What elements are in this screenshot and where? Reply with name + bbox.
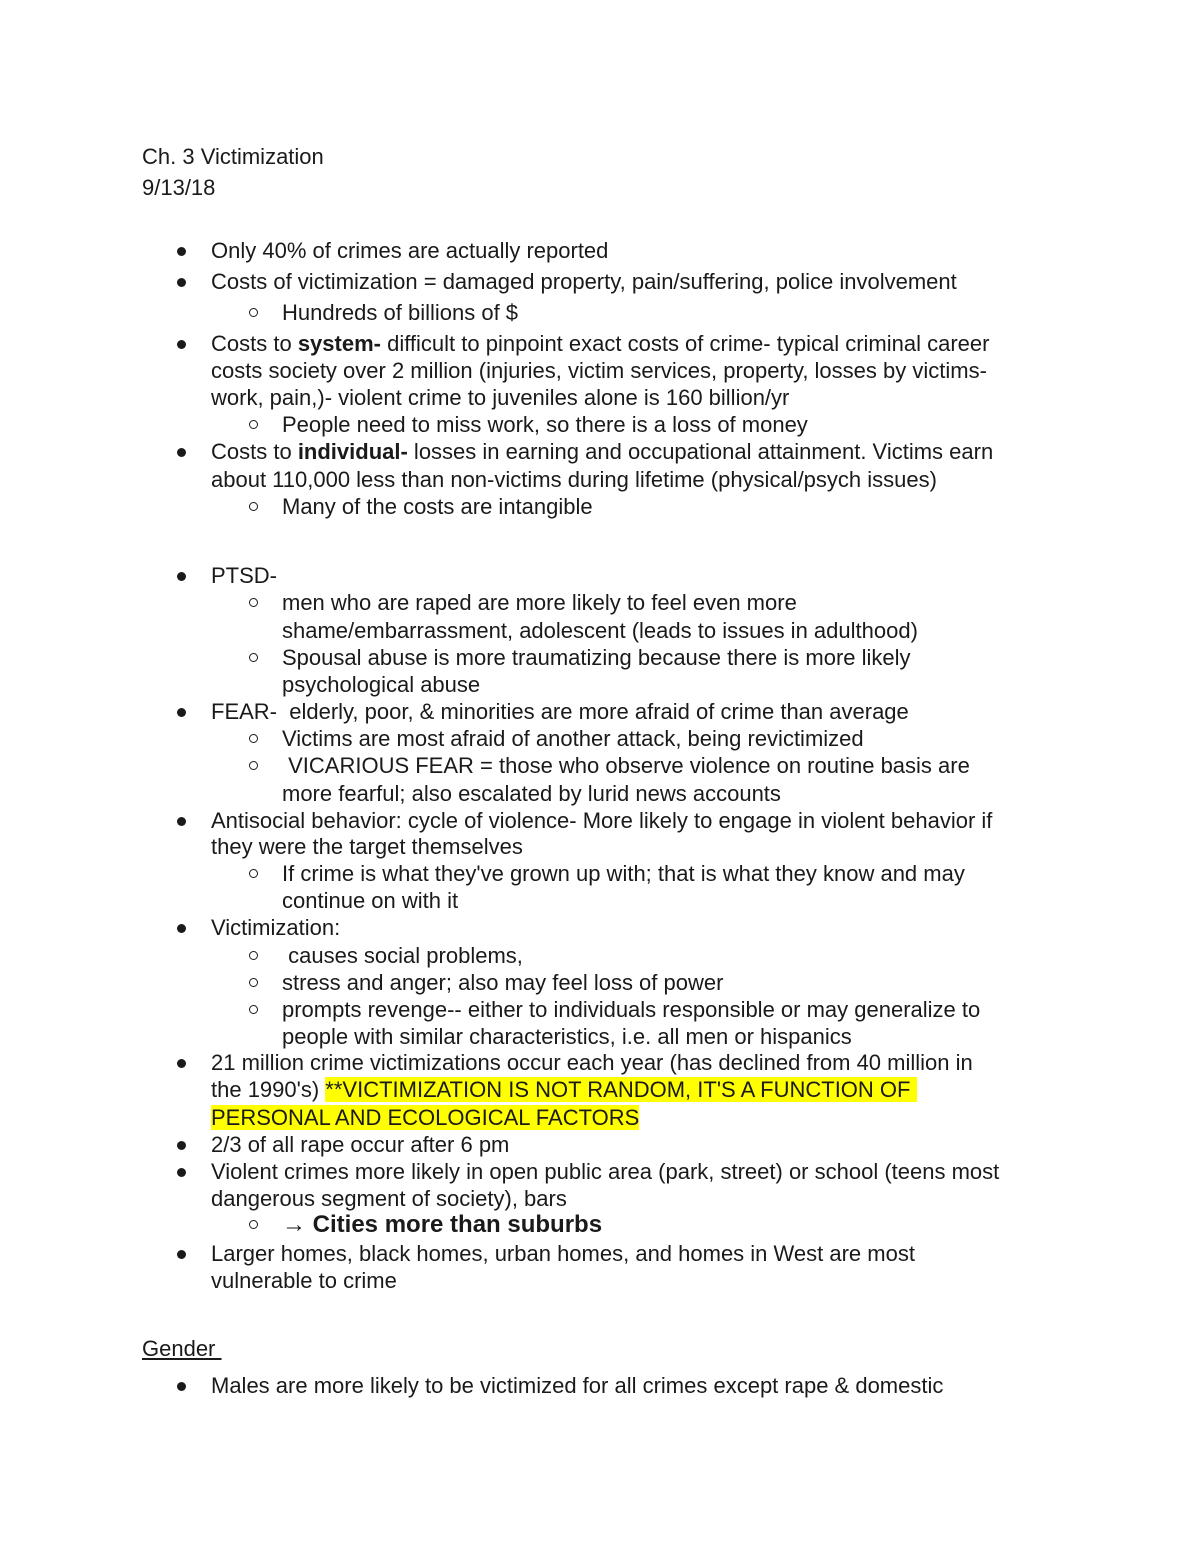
text-run: Costs to <box>211 439 298 464</box>
hollow-bullet-icon <box>249 734 258 743</box>
list-item <box>211 698 909 725</box>
bullet-icon <box>177 340 186 349</box>
bullet-icon <box>177 1059 186 1068</box>
bullet-icon <box>177 247 186 256</box>
text-run: Violent crimes more likely in open public area (park, street) or school (teens most <box>211 1159 1000 1184</box>
list-item-continuation <box>211 1267 397 1294</box>
sub-list-item <box>282 752 970 779</box>
bullet-icon <box>177 572 186 581</box>
list-item <box>211 438 993 465</box>
text-run: work, pain,)- violent crime to juveniles alone is 160 billion/yr <box>211 385 790 410</box>
text-run: Victimization: <box>211 915 341 940</box>
bullet-icon <box>177 278 186 287</box>
hollow-bullet-icon <box>249 653 258 662</box>
text-run: Victims are most afraid of another attack, being revictimized <box>282 726 864 751</box>
list-item-continuation <box>211 1104 639 1131</box>
bullet-icon <box>177 1141 186 1150</box>
sub-list-item <box>282 996 980 1023</box>
sub-list-item-continuation <box>282 780 781 807</box>
text-run: they were the target themselves <box>211 834 523 859</box>
text-run: → Cities more than suburbs <box>282 1211 603 1238</box>
highlighted-text: PERSONAL AND ECOLOGICAL FACTORS <box>211 1105 640 1130</box>
doc-title: Ch. 3 Victimization <box>142 144 324 169</box>
text-run: FEAR- elderly, poor, & minorities are more afraid of crime than average <box>211 699 909 724</box>
text-run: the 1990's) <box>211 1077 326 1102</box>
sub-list-item-continuation <box>282 1023 852 1050</box>
sub-list-item <box>282 299 518 326</box>
list-item <box>211 807 992 834</box>
list-item <box>211 914 340 941</box>
text-run: PTSD- <box>211 563 277 588</box>
text-run: Antisocial behavior: cycle of violence- More likely to engage in violent behavior if <box>211 808 993 833</box>
bullet-icon <box>177 924 186 933</box>
text-run: People need to miss work, so there is a loss of money <box>282 412 808 437</box>
hollow-bullet-icon <box>249 761 258 770</box>
sub-list-item <box>282 493 593 520</box>
text-run: shame/embarrassment, adolescent (leads to issues in adulthood) <box>282 618 918 643</box>
list-item-continuation <box>211 1076 917 1103</box>
text-run: Costs of victimization = damaged property, pain/suffering, police involvement <box>211 269 957 294</box>
doc-date: 9/13/18 <box>142 175 216 200</box>
sub-list-item-continuation <box>282 617 918 644</box>
text-run: Spousal abuse is more traumatizing because there is more likely <box>282 645 911 670</box>
sub-list-item <box>282 860 965 887</box>
sub-list-item <box>282 969 723 996</box>
list-item <box>211 1158 999 1185</box>
text-run: Many of the costs are intangible <box>282 494 593 519</box>
text-run: Only 40% of crimes are actually reported <box>211 238 609 263</box>
text-run: Hundreds of billions of $ <box>282 300 519 325</box>
list-item <box>211 1131 509 1158</box>
hollow-bullet-icon <box>249 308 258 317</box>
hollow-bullet-icon <box>249 1220 258 1229</box>
list-item-continuation <box>211 466 937 493</box>
text-run: dangerous segment of society), bars <box>211 1186 567 1211</box>
list-item-continuation <box>211 1185 567 1212</box>
bullet-icon <box>177 1382 186 1391</box>
text-run: 2/3 of all rape occur after 6 pm <box>211 1132 510 1157</box>
text-run: VICARIOUS FEAR = those who observe violence on routine basis are <box>282 753 970 778</box>
list-item <box>211 1240 915 1267</box>
bullet-icon <box>177 1250 186 1259</box>
text-run: men who are raped are more likely to feel even more <box>282 590 797 615</box>
text-run: vulnerable to crime <box>211 1268 397 1293</box>
sub-list-item-continuation <box>282 887 458 914</box>
text-run: people with similar characteristics, i.e. all men or hispanics <box>282 1024 852 1049</box>
hollow-bullet-icon <box>249 1005 258 1014</box>
list-item-continuation <box>211 357 987 384</box>
hollow-bullet-icon <box>249 978 258 987</box>
text-run: Costs to <box>211 331 298 356</box>
highlighted-text: **VICTIMIZATION IS NOT RANDOM, IT'S A FUNCTION OF <box>325 1077 917 1102</box>
list-item-continuation <box>211 384 789 411</box>
sub-list-item <box>282 589 797 616</box>
bullet-icon <box>177 448 186 457</box>
text-run: 21 million crime victimizations occur each year (has declined from 40 million in <box>211 1050 973 1075</box>
text-run: difficult to pinpoint exact costs of crime- typical criminal career <box>380 331 990 356</box>
sub-list-item-continuation <box>282 671 480 698</box>
list-item <box>211 237 608 264</box>
bullet-icon <box>177 817 186 826</box>
hollow-bullet-icon <box>249 951 258 960</box>
text-run: costs society over 2 million (injuries, victim services, property, losses by victims- <box>211 358 987 383</box>
text-run: stress and anger; also may feel loss of power <box>282 970 724 995</box>
list-item <box>211 562 277 589</box>
list-item-continuation <box>211 833 523 860</box>
text-run: psychological abuse <box>282 672 481 697</box>
hollow-bullet-icon <box>249 502 258 511</box>
list-item <box>211 1372 943 1399</box>
text-run: Males are more likely to be victimized for all crimes except rape & domestic <box>211 1373 944 1398</box>
hollow-bullet-icon <box>249 420 258 429</box>
sub-list-item <box>282 725 864 752</box>
text-run: about 110,000 less than non-victims during lifetime (physical/psych issues) <box>211 467 937 492</box>
hollow-bullet-icon <box>249 598 258 607</box>
list-item <box>211 1049 973 1076</box>
text-run: prompts revenge-- either to individuals responsible or may generalize to <box>282 997 981 1022</box>
text-run: Larger homes, black homes, urban homes, and homes in West are most <box>211 1241 915 1266</box>
text-run: losses in earning and occupational attainment. Victims earn <box>407 439 994 464</box>
bold-text: individual- <box>297 439 408 464</box>
list-item <box>211 330 989 357</box>
bold-text: system- <box>297 331 381 356</box>
text-run: causes social problems, <box>282 943 523 968</box>
list-item <box>211 268 957 295</box>
text-run: more fearful; also escalated by lurid news accounts <box>282 781 781 806</box>
sub-list-item <box>282 942 523 969</box>
sub-list-item <box>282 1211 602 1238</box>
bullet-icon <box>177 708 186 717</box>
sub-list-item <box>282 411 808 438</box>
sub-list-item <box>282 644 911 671</box>
bullet-icon <box>177 1168 186 1177</box>
section-heading-gender: Gender <box>142 1336 222 1361</box>
hollow-bullet-icon <box>249 869 258 878</box>
text-run: continue on with it <box>282 888 459 913</box>
text-run: If crime is what they've grown up with; that is what they know and may <box>282 861 965 886</box>
